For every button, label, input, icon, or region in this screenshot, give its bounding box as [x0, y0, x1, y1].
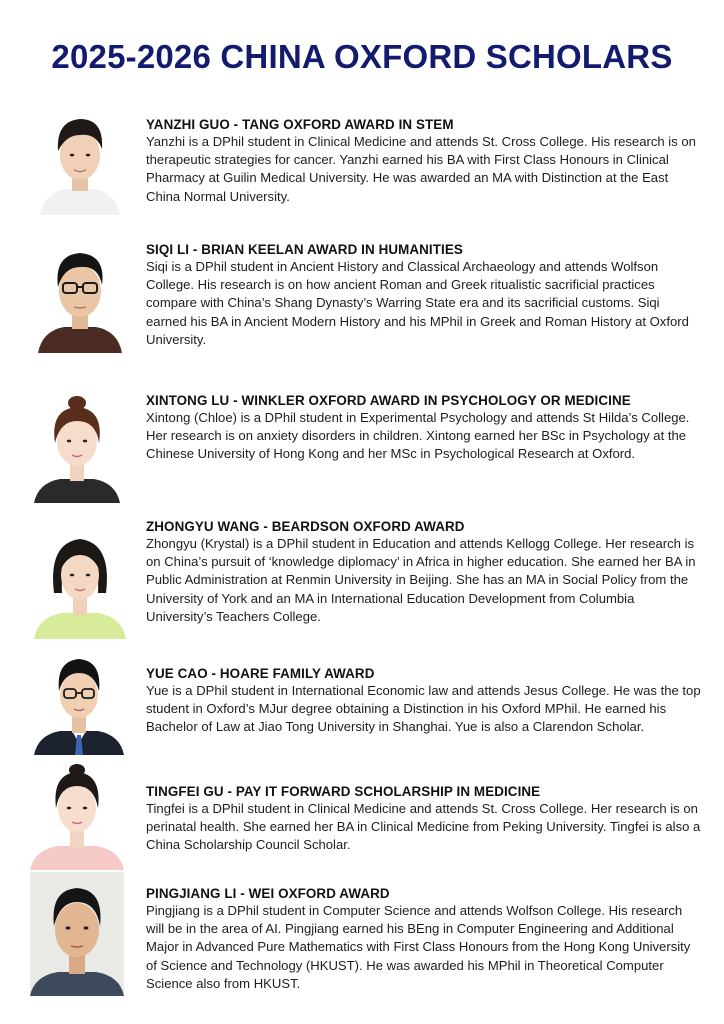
portrait-icon	[34, 651, 124, 755]
scholar-heading: SIQI LI - BRIAN KEELAN AWARD IN HUMANITIES	[146, 242, 463, 257]
scholar-heading: XINTONG LU - WINKLER OXFORD AWARD IN PSYCHOLOGY OR MEDICINE	[146, 393, 631, 408]
scholar-bio: Pingjiang is a DPhil student in Computer Science and attends Wolfson College. His research will be in the area of AI. Pingjiang earned his BEng in Computer Engineering and Additional Major in Advanced Pure Mathematics with First Class Honours from the Hong Kong University of Science and Technology (HKUST). He was awarded his MPhil in Theoretical Computer Science also from HKUST.	[146, 903, 691, 991]
scholar-bio: Siqi is a DPhil student in Ancient History and Classical Archaeology and attends Wolfson College. His research is on how ancient Roman and Greek ritualistic sacrificial practices compare with China’s Shang Dynasty’s Warring State era and its sacrificial customs. Siqi earned his BA in Ancient Modern History and his MPhil in Greek and Roman History at Oxford University.	[146, 259, 689, 347]
portrait-icon	[32, 391, 122, 503]
scholar-photo	[34, 523, 126, 639]
scholar-photo	[36, 241, 124, 353]
scholar-photo	[36, 105, 124, 215]
portrait-icon	[36, 105, 124, 215]
portrait-icon	[30, 762, 124, 870]
scholar-bio: Xintong (Chloe) is a DPhil student in Experimental Psychology and attends St Hilda’s College. Her research is on anxiety disorders in children. Xintong earned her BSc in Psychology at the Chinese University of Hong Kong and her MSc in Psychological Research at Oxford.	[146, 410, 690, 462]
scholar-heading: PINGJIANG LI - WEI OXFORD AWARD	[146, 886, 390, 901]
scholar-bio: Yanzhi is a DPhil student in Clinical Medicine and attends St. Cross College. His research is on therapeutic strategies for cancer. Yanzhi earned his BA with First Class Honours in Clinical Pharmacy at Guilin Medical University. He was awarded an MA with Distinction at the East China Normal University.	[146, 134, 696, 204]
scholar-heading: TINGFEI GU - PAY IT FORWARD SCHOLARSHIP IN MEDICINE	[146, 784, 541, 799]
portrait-icon	[34, 523, 126, 639]
scholar-heading: ZHONGYU WANG - BEARDSON OXFORD AWARD	[146, 519, 465, 534]
page-title: 2025-2026 CHINA OXFORD SCHOLARS	[51, 38, 673, 75]
scholar-bio: Tingfei is a DPhil student in Clinical Medicine and attends St. Cross College. Her research is on perinatal health. She earned her BA in Clinical Medicine from Peking University. Tingfei is also a China Scholarship Council Scholar.	[146, 801, 701, 853]
scholar-heading: YANZHI GUO - TANG OXFORD AWARD IN STEM	[146, 117, 454, 132]
scholar-heading: YUE CAO - HOARE FAMILY AWARD	[146, 666, 375, 681]
scholar-photo	[30, 762, 124, 870]
portrait-icon	[36, 241, 124, 353]
portrait-icon	[30, 872, 124, 996]
scholar-photo	[34, 651, 124, 755]
scholar-bio: Yue is a DPhil student in International Economic law and attends Jesus College. He was the top student in Oxford’s MJur degree obtaining a Distinction in his Oxford MPhil. He earned his Bachelor of Law at Jiao Tong University in Shanghai. Yue is also a Clarendon Scholar.	[146, 683, 701, 735]
scholar-photo	[32, 391, 122, 503]
scholar-bio: Zhongyu (Krystal) is a DPhil student in Education and attends Kellogg College. Her research is on China’s pursuit of ‘knowledge diplomacy’ in Africa in higher education. She earned her BA in Public Administration at Renmin University in Beijing. She has an MA in Social Policy from the University of York and an MA in International Education Development from Columbia University’s Teachers College.	[146, 536, 696, 624]
scholar-photo	[30, 872, 124, 996]
